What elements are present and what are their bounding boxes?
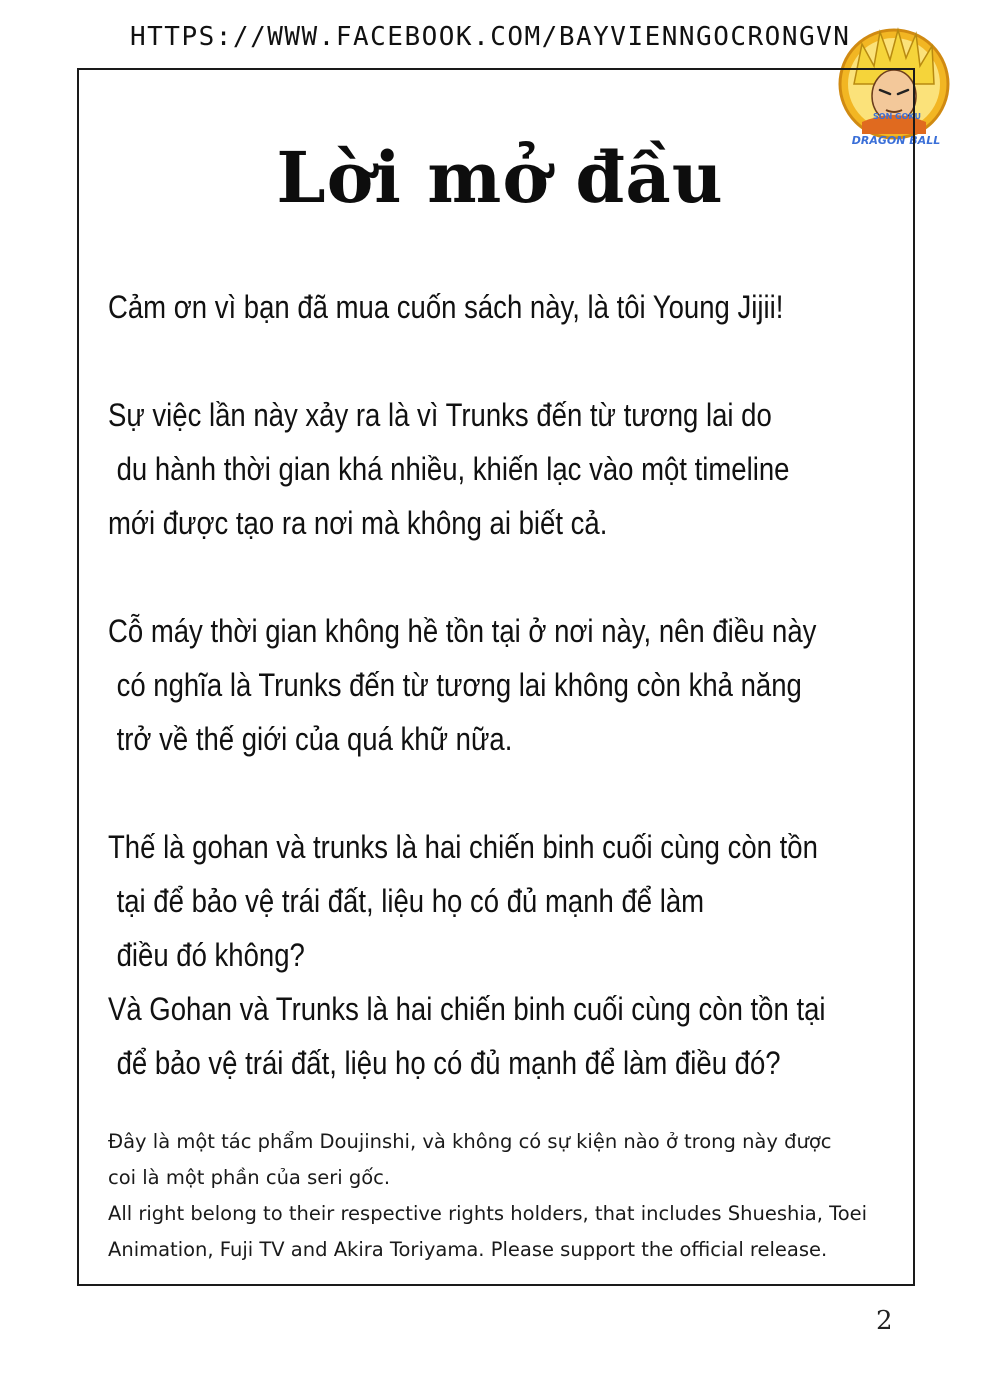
facebook-url-header: HTTPS://WWW.FACEBOOK.COM/BAYVIENNGOCRONGVN (130, 22, 851, 52)
disclaimer-line: coi là một phần của seri gốc. (108, 1166, 391, 1189)
page-title: Lời mở đầu (276, 136, 724, 219)
logo-text-bottom: DRAGON BALL (851, 134, 941, 147)
paragraph-line: Sự việc lần này xảy ra là vì Trunks đến từ tương lai do (108, 397, 772, 433)
paragraph-line: Cỗ máy thời gian không hề tồn tại ở nơi này, nên điều này (108, 613, 817, 649)
preface-body (108, 280, 898, 1090)
paragraph-line: du hành thời gian khá nhiều, khiến lạc vào một timeline (116, 451, 790, 487)
paragraph-line: trở về thế giới của quá khữ nữa. (116, 721, 513, 757)
paragraph-line: Và Gohan và Trunks là hai chiến binh cuối cùng còn tồn tại (108, 991, 826, 1027)
paragraph-last-warriors (108, 820, 899, 1090)
disclaimer-line: Animation, Fuji TV and Akira Toriyama. Please support the official release. (108, 1238, 828, 1261)
disclaimer (108, 1124, 898, 1268)
disclaimer-line: Đây là một tác phẩm Doujinshi, và không có sự kiện nào ở trong này được (108, 1130, 832, 1153)
paragraph-time-machine (108, 604, 899, 766)
paragraph-line: có nghĩa là Trunks đến từ tương lai không còn khả năng (116, 667, 802, 703)
paragraph-line: mới được tạo ra nơi mà không ai biết cả. (108, 505, 608, 541)
paragraph-line: Thế là gohan và trunks là hai chiến binh cuối cùng còn tồn (108, 829, 818, 865)
paragraph-line: tại để bảo vệ trái đất, liệu họ có đủ mạnh để làm (116, 883, 705, 919)
disclaimer-line: All right belong to their respective rights holders, that includes Shueshia, Toei (108, 1202, 868, 1225)
paragraph-line: điều đó không? (116, 937, 305, 973)
paragraph-line: Cảm ơn vì bạn đã mua cuốn sách này, là tôi Young Jijii! (108, 289, 784, 325)
page-number: 2 (876, 1306, 893, 1336)
paragraph-thanks (108, 280, 899, 334)
paragraph-line: để bảo vệ trái đất, liệu họ có đủ mạnh để làm điều đó? (116, 1045, 781, 1081)
paragraph-timeline (108, 388, 899, 550)
logo-text-top: SON GOKU (873, 112, 921, 121)
